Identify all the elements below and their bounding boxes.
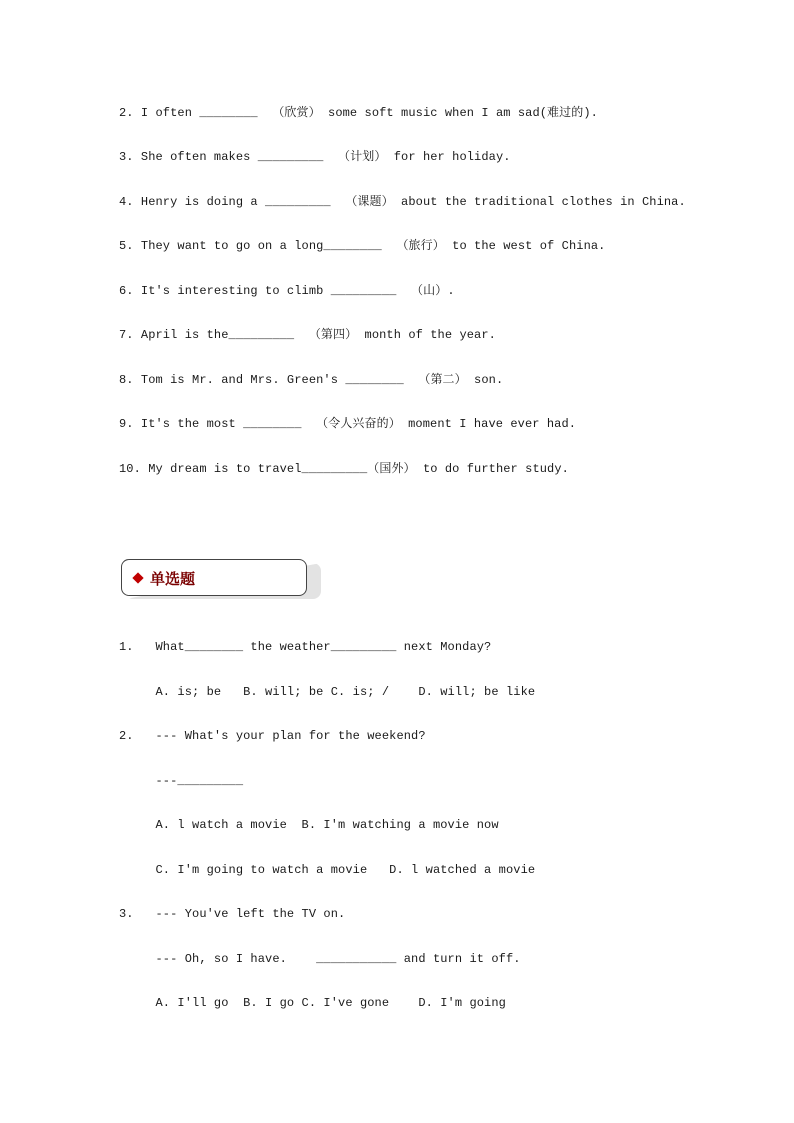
section-header: [134, 568, 195, 588]
mc-question-3: 3. --- You've left the TV on.: [119, 907, 346, 921]
mc-question-1: 1. What________ the weather_________ next Monday?: [119, 640, 492, 654]
mc-question-2-answer-line: ---_________: [119, 774, 244, 788]
section-title: 单选题: [150, 569, 196, 588]
fill-in-item-4: 4. Henry is doing a _________ （课题） about the traditional clothes in China.: [119, 195, 686, 209]
mc-options-1: A. is; be B. will; be C. is; / D. will; be like: [119, 685, 536, 699]
mc-options-2b: C. I'm going to watch a movie D. l watched a movie: [119, 863, 536, 877]
fill-in-item-10: 10. My dream is to travel_________（国外） to do further study.: [119, 462, 569, 476]
fill-in-item-3: 3. She often makes _________ （计划） for her holiday.: [119, 150, 511, 164]
mc-options-2a: A. l watch a movie B. I'm watching a movie now: [119, 818, 499, 832]
diamond-bullet-icon: [132, 572, 143, 583]
fill-in-item-5: 5. They want to go on a long________ （旅行） to the west of China.: [119, 239, 606, 253]
fill-in-item-8: 8. Tom is Mr. and Mrs. Green's ________ （第二） son.: [119, 373, 504, 387]
mc-question-2: 2. --- What's your plan for the weekend?: [119, 729, 426, 743]
fill-in-item-7: 7. April is the_________ （第四） month of the year.: [119, 328, 496, 342]
fill-in-item-9: 9. It's the most ________ （令人兴奋的） moment I have ever had.: [119, 417, 577, 431]
fill-in-item-6: 6. It's interesting to climb _________ （山）.: [119, 284, 455, 298]
mc-question-3-reply: --- Oh, so I have. ___________ and turn it off.: [119, 952, 521, 966]
mc-options-3: A. I'll go B. I go C. I've gone D. I'm going: [119, 996, 506, 1010]
fill-in-item-2: 2. I often ________ （欣赏） some soft music when I am sad(难过的).: [119, 106, 598, 120]
